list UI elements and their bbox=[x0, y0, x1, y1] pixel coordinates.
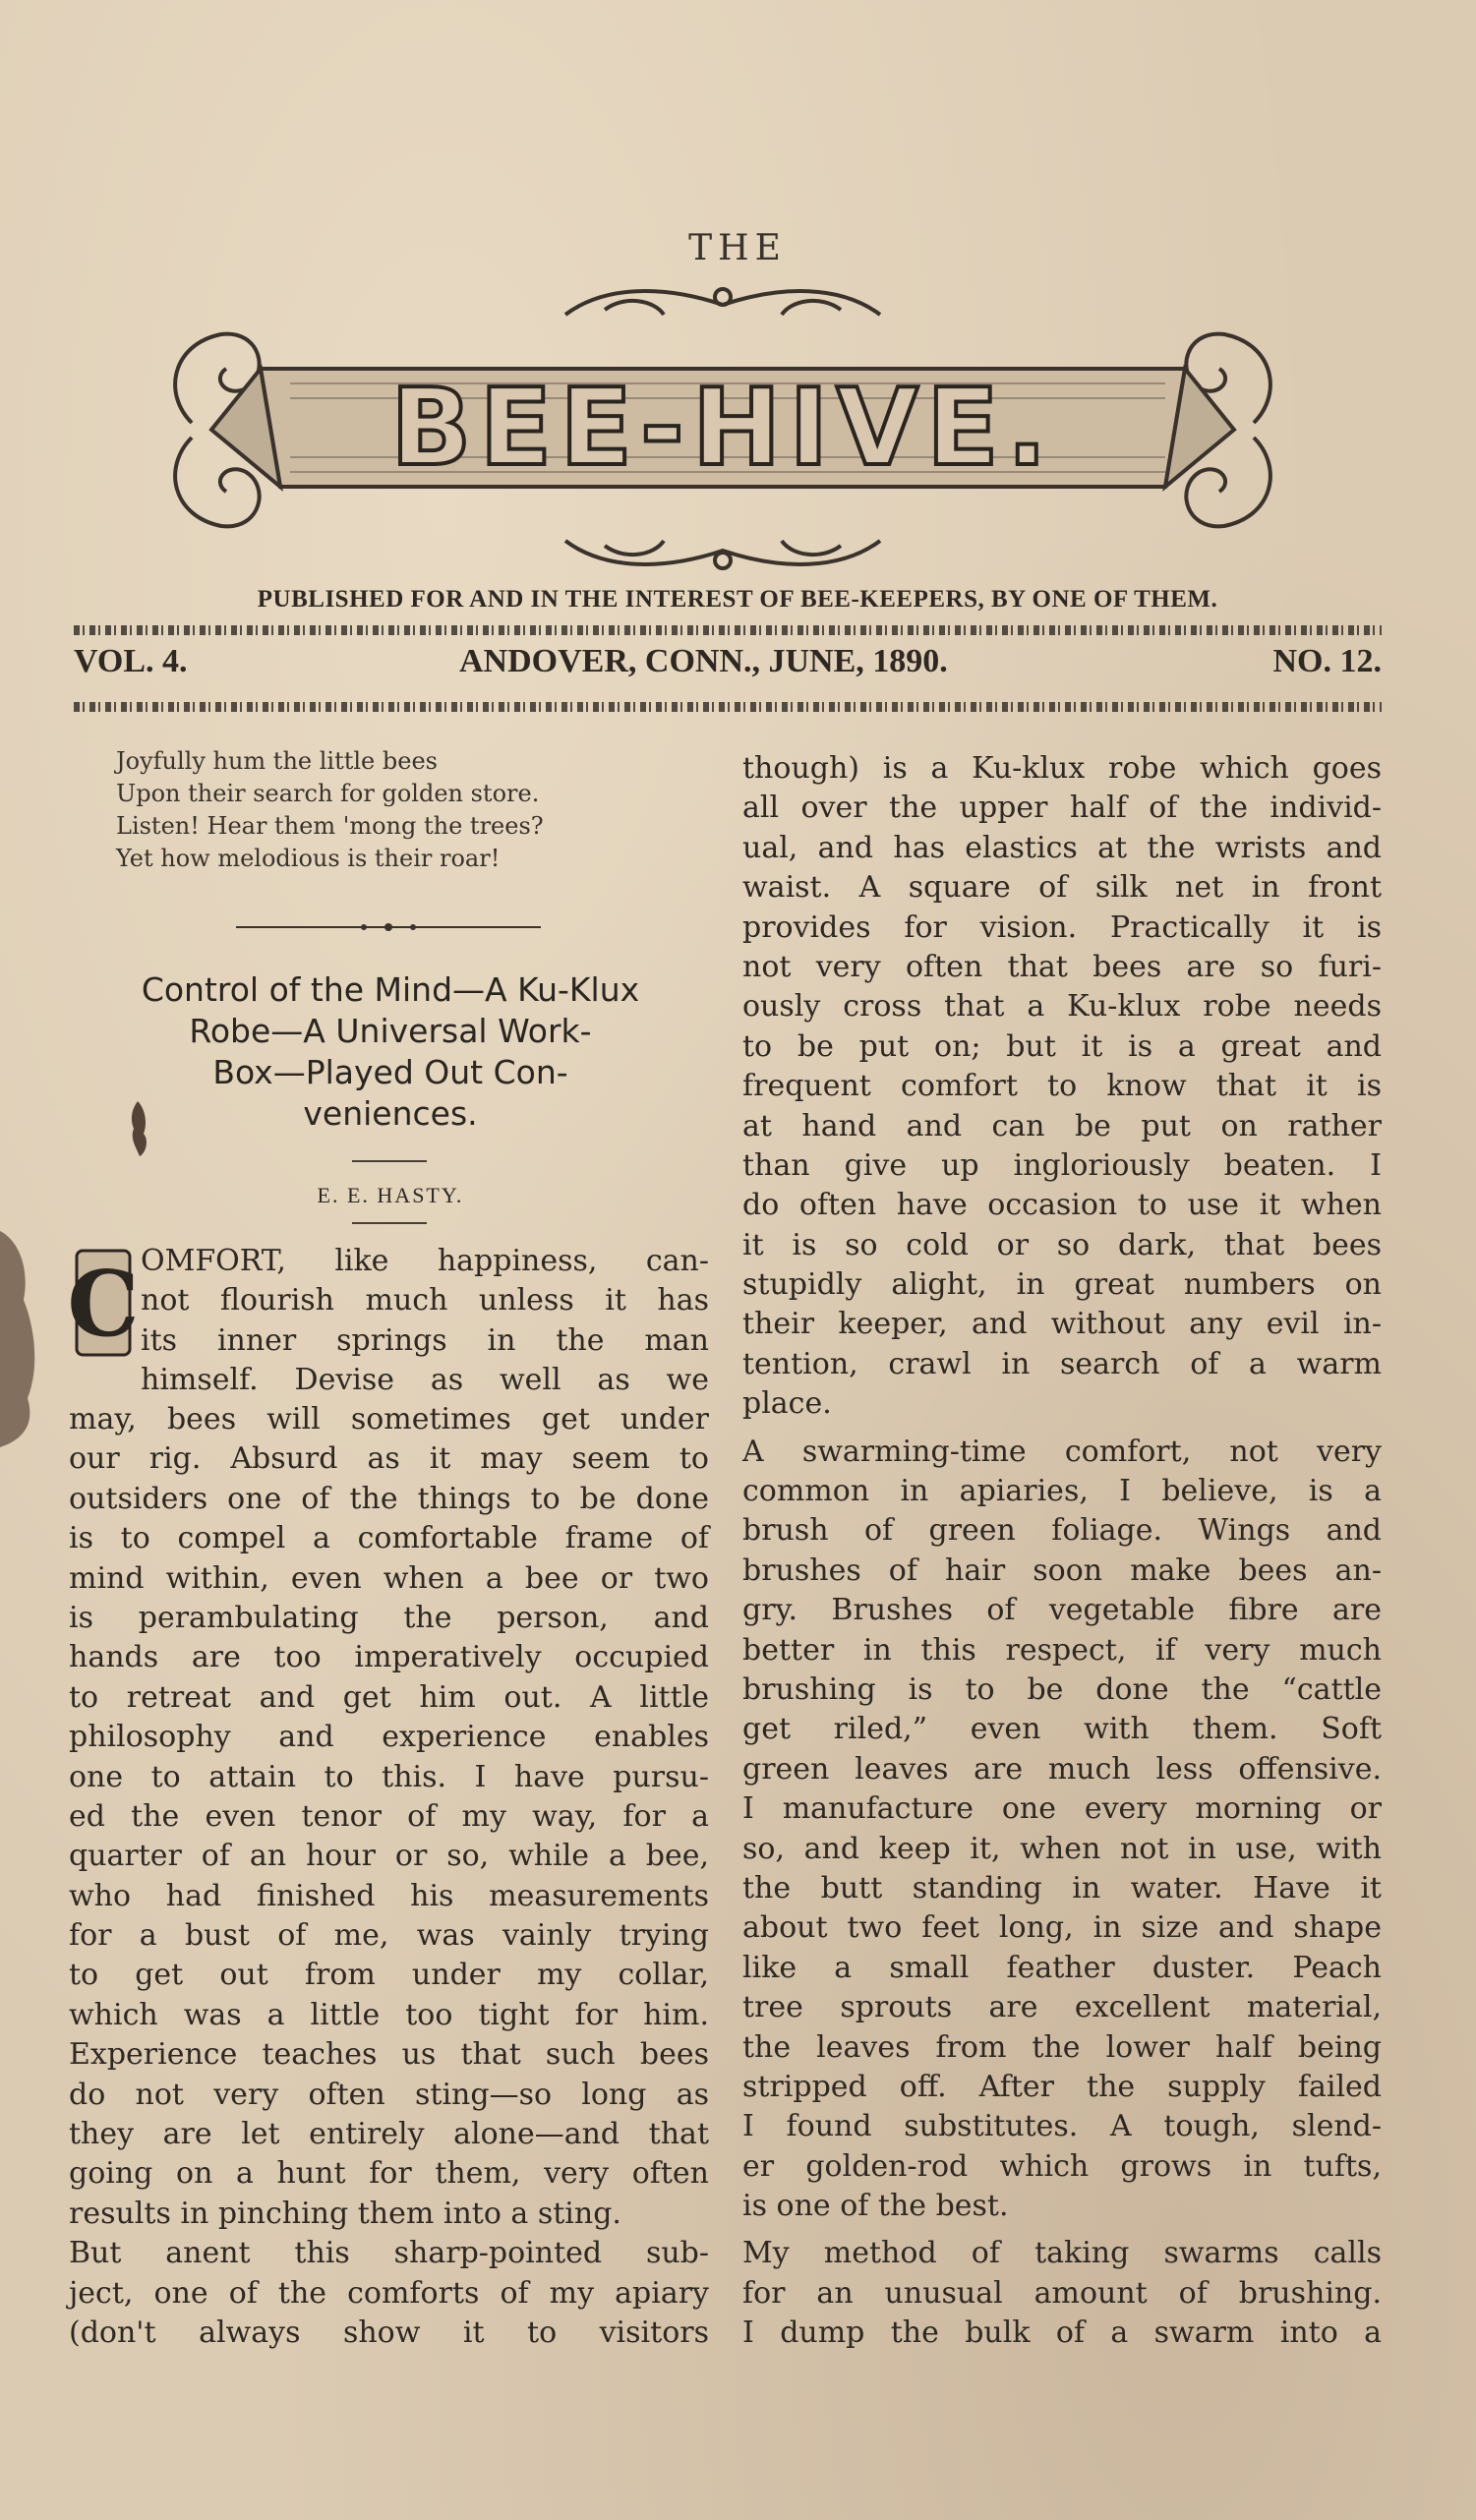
text-line: do often have occasion to use it when bbox=[742, 1188, 1382, 1223]
text-line: place. bbox=[742, 1386, 832, 1422]
text-line: green leaves are much less offensive. bbox=[742, 1751, 1382, 1787]
text-line: ject, one of the comforts of my apiary bbox=[69, 2275, 709, 2311]
text-line: gry. Brushes of vegetable fibre are bbox=[742, 1593, 1382, 1628]
text-line: I manufacture one every morning or bbox=[742, 1791, 1382, 1827]
text-line: waist. A square of silk net in front bbox=[742, 870, 1382, 906]
text-line: to be put on; but it is a great and bbox=[742, 1028, 1382, 1064]
byline: E. E. HASTY. bbox=[317, 1183, 464, 1207]
place-and-date: ANDOVER, CONN., JUNE, 1890. bbox=[459, 643, 948, 679]
text-line: going on a hunt for them, very often bbox=[69, 2156, 709, 2192]
text-line: results in pinching them into a sting. bbox=[69, 2196, 621, 2231]
title-line: Robe—A Universal Work- bbox=[189, 1012, 592, 1050]
byline-rule bbox=[352, 1222, 427, 1224]
ink-blot bbox=[126, 1099, 155, 1158]
text-line: stripped off. After the supply failed bbox=[742, 2069, 1382, 2104]
title-rule bbox=[352, 1160, 427, 1162]
text-line: mind within, even when a bee or two bbox=[69, 1560, 709, 1596]
text-line: may, bees will sometimes get under bbox=[69, 1402, 709, 1436]
text-line: stupidly alight, in great numbers on bbox=[742, 1267, 1382, 1303]
issue-number: NO. 12. bbox=[1272, 643, 1382, 679]
text-line: get riled,” even with them. Soft bbox=[742, 1712, 1382, 1747]
text-line: brush of green foliage. Wings and bbox=[742, 1513, 1382, 1549]
text-line: who had finished his measurements bbox=[69, 1878, 709, 1913]
masthead-logo bbox=[152, 275, 1293, 580]
text-line: tree sprouts are excellent material, bbox=[742, 1990, 1382, 2025]
text-line: philosophy and experience enables bbox=[69, 1720, 709, 1755]
text-line: Experience teaches us that such bees bbox=[69, 2037, 709, 2073]
text-line: common in apiaries, I believe, is a bbox=[742, 1474, 1382, 1509]
text-line: better in this respect, if very much bbox=[742, 1632, 1382, 1668]
text-line: I found substitutes. A tough, slend- bbox=[742, 2109, 1382, 2144]
text-line: quarter of an hour or so, while a bee, bbox=[69, 1839, 709, 1874]
masthead-the: THE bbox=[688, 228, 787, 268]
text-line: But anent this sharp-pointed sub- bbox=[69, 2236, 709, 2271]
text-line: brushing is to be done the “cattle bbox=[742, 1671, 1382, 1707]
text-line: frequent comfort to know that it is bbox=[742, 1069, 1382, 1104]
article-title bbox=[61, 969, 720, 1135]
text-line: its inner springs in the man bbox=[141, 1322, 709, 1358]
text-line: brushes of hair soon make bees an- bbox=[742, 1553, 1382, 1588]
text-line: himself. Devise as well as we bbox=[141, 1363, 709, 1398]
article-left-column bbox=[69, 1400, 709, 2353]
issue-line bbox=[74, 643, 1382, 692]
text-line: the butt standing in water. Have it bbox=[742, 1870, 1382, 1905]
text-line: OMFORT, like happiness, can- bbox=[141, 1244, 709, 1278]
text-line: is to compel a comfortable frame of bbox=[69, 1521, 709, 1556]
text-line: tention, crawl in search of a warm bbox=[742, 1346, 1382, 1381]
top-rule bbox=[74, 625, 1382, 635]
text-line: is one of the best. bbox=[742, 2189, 1009, 2224]
text-line: the leaves from the lower half being bbox=[742, 2029, 1382, 2065]
text-line: their keeper, and without any evil in- bbox=[742, 1307, 1382, 1342]
title-line: veniences. bbox=[303, 1094, 478, 1133]
text-line: I dump the bulk of a swarm into a bbox=[742, 2315, 1382, 2351]
text-line: so, and keep it, when not in use, with bbox=[742, 1831, 1382, 1866]
text-line: than give up ingloriously beaten. I bbox=[742, 1147, 1382, 1183]
opening-verse bbox=[116, 745, 667, 875]
text-line: which was a little too tight for him. bbox=[69, 1997, 709, 2032]
text-line: our rig. Absurd as it may seem to bbox=[69, 1441, 709, 1477]
text-line: (don't always show it to visitors bbox=[69, 2315, 709, 2350]
text-line: for a bust of me, was vainly trying bbox=[69, 1918, 709, 1954]
verse-line: Upon their search for golden store. bbox=[116, 780, 540, 807]
text-line: ously cross that a Ku-klux robe needs bbox=[742, 989, 1382, 1025]
text-line: for an unusual amount of brushing. bbox=[742, 2275, 1382, 2311]
text-line: is perambulating the person, and bbox=[69, 1600, 709, 1635]
text-line: er golden-rod which grows in tufts, bbox=[742, 2148, 1382, 2184]
binding-tear bbox=[0, 1231, 47, 1447]
text-line: at hand and can be put on rather bbox=[742, 1108, 1382, 1143]
text-line: not flourish much unless it has bbox=[141, 1283, 709, 1319]
text-line: about two feet long, in size and shape bbox=[742, 1910, 1382, 1946]
text-line: one to attain to this. I have pursu- bbox=[69, 1759, 709, 1794]
section-divider bbox=[236, 919, 541, 935]
volume-number: VOL. 4. bbox=[74, 643, 188, 679]
title-line: Control of the Mind—A Ku-Klux bbox=[141, 970, 640, 1009]
masthead-title: BEE-HIVE. bbox=[390, 367, 1055, 490]
article-right-column bbox=[742, 749, 1382, 2354]
text-line: to get out from under my collar, bbox=[69, 1958, 709, 1993]
text-line: all over the upper half of the individ- bbox=[742, 791, 1382, 826]
verse-line: Joyfully hum the little bees bbox=[116, 747, 438, 775]
text-line: My method of taking swarms calls bbox=[742, 2236, 1382, 2271]
text-line: not very often that bees are so furi- bbox=[742, 949, 1382, 984]
text-line: A swarming-time comfort, not very bbox=[742, 1434, 1382, 1469]
text-line: it is so cold or so dark, that bees bbox=[742, 1227, 1382, 1262]
text-line: hands are too imperatively occupied bbox=[69, 1640, 709, 1675]
text-line: outsiders one of the things to be done bbox=[69, 1481, 709, 1516]
text-line: provides for vision. Practically it is bbox=[742, 909, 1382, 945]
bottom-rule bbox=[74, 702, 1382, 712]
article-left-indented bbox=[141, 1242, 709, 1401]
text-line: ual, and has elastics at the wrists and bbox=[742, 830, 1382, 865]
verse-line: Yet how melodious is their roar! bbox=[116, 845, 501, 872]
text-line: ed the even tenor of my way, for a bbox=[69, 1798, 709, 1834]
svg-text:C: C bbox=[67, 1251, 140, 1357]
tagline: PUBLISHED FOR AND IN THE INTEREST OF BEE-KEEPERS, BY ONE OF THEM. bbox=[257, 586, 1218, 613]
text-line: they are let entirely alone—and that bbox=[69, 2117, 709, 2152]
text-line: though) is a Ku-klux robe which goes bbox=[742, 751, 1382, 786]
verse-line: Listen! Hear them 'mong the trees? bbox=[116, 812, 544, 840]
title-line: Box—Played Out Con- bbox=[212, 1053, 568, 1091]
drop-cap bbox=[67, 1249, 140, 1357]
text-line: do not very often sting—so long as bbox=[69, 2077, 709, 2112]
text-line: like a small feather duster. Peach bbox=[742, 1950, 1382, 1985]
text-line: to retreat and get him out. A little bbox=[69, 1679, 709, 1715]
